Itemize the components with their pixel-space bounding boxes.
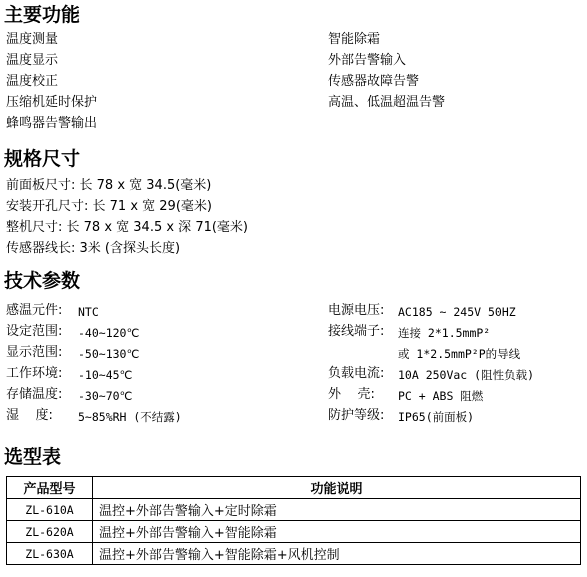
param-value: 10A 250Vac (阻性负载) <box>398 368 535 382</box>
spec-row: 整机尺寸: 长 78 x 宽 34.5 x 深 71(毫米) <box>6 220 248 235</box>
param-value: 或 1*2.5mmP²P的导线 <box>398 347 521 361</box>
feature-item: 智能除霜 <box>328 32 381 47</box>
section-title-features: 主要功能 <box>4 4 81 26</box>
param-label: 设定范围: <box>6 324 63 339</box>
param-label: 显示范围: <box>6 345 63 360</box>
section-title-selection: 选型表 <box>4 446 62 468</box>
column-header-model: 产品型号 <box>7 477 93 499</box>
spec-row: 传感器线长: 3米 (含探头长度) <box>6 241 181 256</box>
param-label: 接线端子: <box>328 324 385 339</box>
feature-item: 传感器故障告警 <box>328 74 420 89</box>
table-row <box>7 543 581 565</box>
table-header-row <box>7 477 581 499</box>
param-value: 5~85%RH (不结露) <box>78 410 182 424</box>
param-value: 连接 2*1.5mmP² <box>398 326 491 340</box>
feature-item: 温度校正 <box>6 74 59 89</box>
param-label: 存储温度: <box>6 387 63 402</box>
param-value: -10~45℃ <box>78 368 133 382</box>
column-header-function: 功能说明 <box>93 477 581 499</box>
model-cell: ZL-610A <box>7 499 93 521</box>
section-title-params: 技术参数 <box>4 270 81 292</box>
param-value: PC + ABS 阻燃 <box>398 389 484 403</box>
param-value: -50~130℃ <box>78 347 140 361</box>
param-value: IP65(前面板) <box>398 410 475 424</box>
param-value: NTC <box>78 305 99 319</box>
model-cell: ZL-620A <box>7 521 93 543</box>
model-cell: ZL-630A <box>7 543 93 565</box>
section-title-specs: 规格尺寸 <box>4 148 81 170</box>
param-label: 湿 度: <box>6 408 53 423</box>
table-row <box>7 521 581 543</box>
param-label: 工作环境: <box>6 366 63 381</box>
param-label: 感温元件: <box>6 303 63 318</box>
param-value: -40~120℃ <box>78 326 140 340</box>
feature-item: 外部告警输入 <box>328 53 407 68</box>
feature-item: 高温、低温超温告警 <box>328 95 446 110</box>
param-label: 外 壳: <box>328 387 375 402</box>
param-value: AC185 ~ 245V 50HZ <box>398 305 516 319</box>
spec-row: 前面板尺寸: 长 78 x 宽 34.5(毫米) <box>6 178 212 193</box>
param-label: 防护等级: <box>328 408 385 423</box>
feature-item: 压缩机延时保护 <box>6 95 98 110</box>
table-row <box>7 499 581 521</box>
param-value: -30~70℃ <box>78 389 133 403</box>
param-label: 电源电压: <box>328 303 385 318</box>
param-label: 负载电流: <box>328 366 385 381</box>
function-cell: 温控+外部告警输入+定时除霜 <box>93 499 581 521</box>
feature-item: 温度测量 <box>6 32 59 47</box>
feature-item: 温度显示 <box>6 53 59 68</box>
function-cell: 温控+外部告警输入+智能除霜+风机控制 <box>93 543 581 565</box>
function-cell: 温控+外部告警输入+智能除霜 <box>93 521 581 543</box>
spec-row: 安装开孔尺寸: 长 71 x 宽 29(毫米) <box>6 199 212 214</box>
selection-table <box>6 476 581 565</box>
feature-item: 蜂鸣器告警输出 <box>6 116 98 131</box>
